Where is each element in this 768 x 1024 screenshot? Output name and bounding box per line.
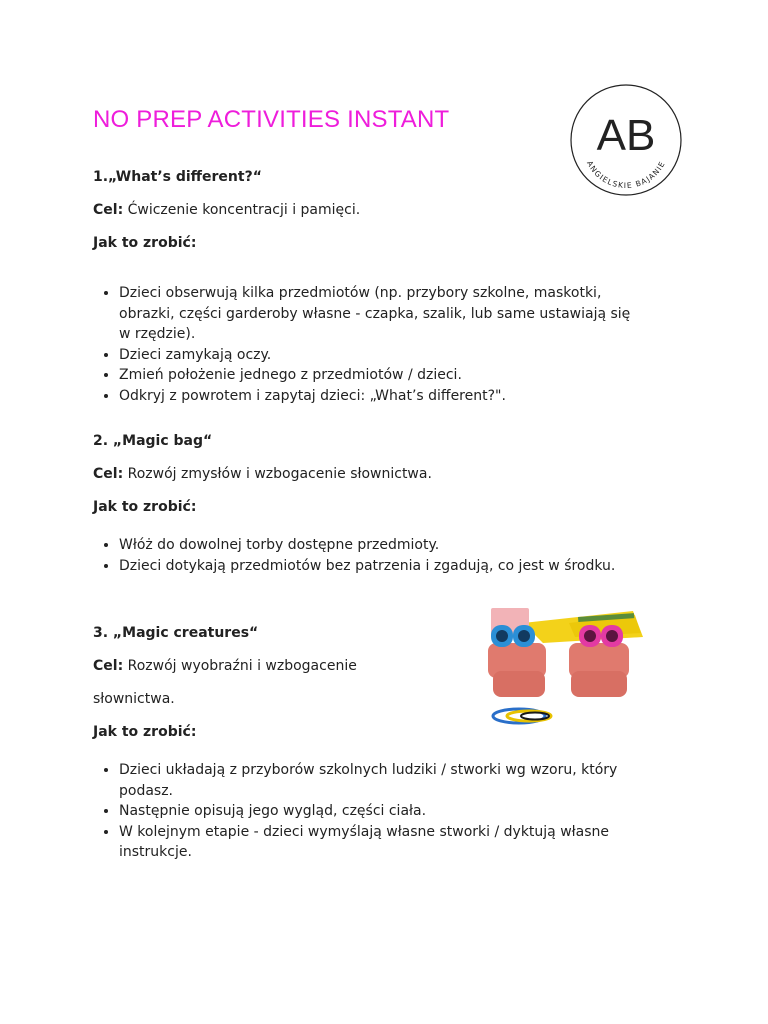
list-item: • Dzieci dotykają przedmiotów bez patrzenia i zgadują, co jest w środku. bbox=[119, 556, 639, 577]
page-title: NO PREP ACTIVITIES INSTANT bbox=[93, 106, 450, 133]
activity-2 bbox=[93, 431, 653, 576]
goal-text: Rozwój wyobraźni i wzbogacenie bbox=[123, 658, 357, 674]
list-item: • Odkryj z powrotem i zapytaj dzieci: „What’s different?". bbox=[119, 386, 639, 407]
goal-text: Rozwój zmysłów i wzbogacenie słownictwa. bbox=[123, 466, 432, 482]
list-item: • Dzieci zamykają oczy. bbox=[119, 345, 639, 366]
goal-text: Ćwiczenie koncentracji i pamięci. bbox=[123, 202, 361, 218]
list-item: • Dzieci układają z przyborów szkolnych ludziki / stworki wg wzoru, który podasz. bbox=[119, 760, 639, 801]
stationery-creatures-image bbox=[483, 603, 646, 737]
goal-line bbox=[93, 464, 653, 484]
activity-heading: 3. „Magic creatures“ bbox=[93, 625, 259, 641]
goal-label: Cel: bbox=[93, 466, 124, 482]
logo-ring-text: ANGIELSKIE BAJANIE bbox=[584, 159, 668, 191]
activity-heading: 1.„What’s different?“ bbox=[93, 169, 262, 185]
list-item: • Następnie opisują jego wygląd, części ciała. bbox=[119, 801, 639, 822]
how-label: Jak to zrobić: bbox=[93, 724, 197, 740]
goal-text-continued: słownictwa. bbox=[93, 691, 175, 707]
list-item: • Włóż do dowolnej torby dostępne przedmioty. bbox=[119, 535, 639, 556]
list-item: • W kolejnym etapie - dzieci wymyślają własne stworki / dyktują własne instrukcje. bbox=[119, 822, 639, 863]
activity-1 bbox=[93, 167, 653, 406]
list-item: • Zmień położenie jednego z przedmiotów / dzieci. bbox=[119, 365, 639, 386]
how-label: Jak to zrobić: bbox=[93, 499, 197, 515]
how-label: Jak to zrobić: bbox=[93, 235, 197, 251]
logo-initials: AB bbox=[596, 111, 656, 160]
steps-list bbox=[93, 535, 639, 576]
goal-label: Cel: bbox=[93, 202, 124, 218]
list-item: • Dzieci obserwują kilka przedmiotów (np. przybory szkolne, maskotki, obrazki, części garderoby własne - czapka, szalik, lub same ustawiają się w rzędzie). bbox=[119, 283, 639, 345]
goal-label: Cel: bbox=[93, 658, 124, 674]
steps-list bbox=[93, 283, 639, 406]
activity-heading: 2. „Magic bag“ bbox=[93, 433, 213, 449]
goal-line bbox=[93, 200, 653, 220]
steps-list bbox=[93, 760, 639, 863]
